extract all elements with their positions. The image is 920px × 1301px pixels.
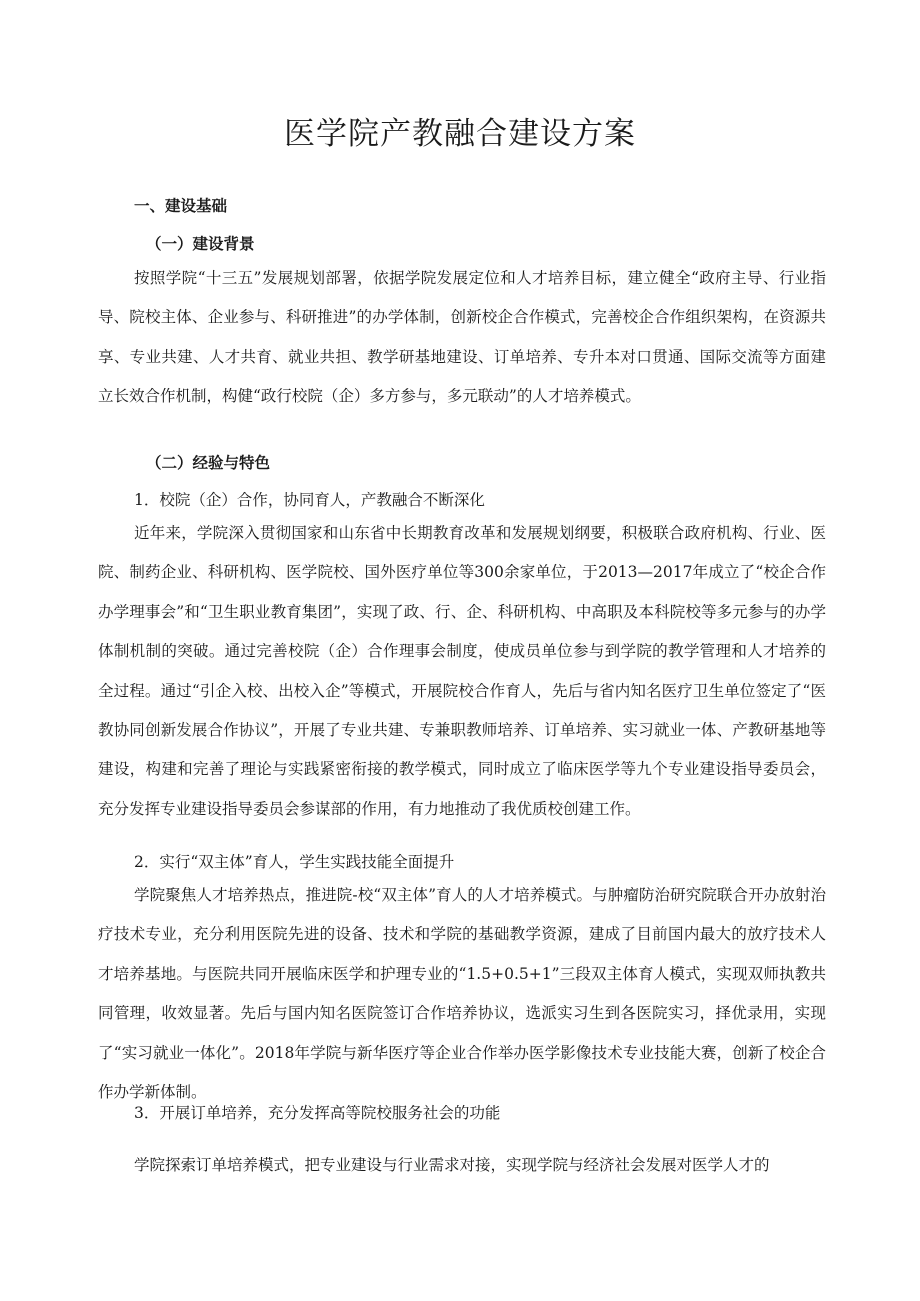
document-title: 医学院产教融合建设方案 <box>284 116 636 152</box>
item-heading-2: 2．实行“双主体”育人，学生实践技能全面提升 <box>134 853 455 871</box>
paragraph-cooperation: 近年来，学院深入贯彻国家和山东省中长期教育改革和发展规划纲要，积极联合政府机构、行业、医院、制药企业、科研机构、医学院校、国外医疗单位等300余家单位，于2013—2017年成立了“校企合作办学理事会”和“卫生职业教育集团”，实现了政、行、企、科研机构、中高职及本科院校等多元参与的办学体制机制的突破。通过完善校院（企）合作理事会制度，使成员单位参与到学院的教学管理和人才培养的全过程。通过“引企入校、出校入企”等模式，开展院校合作育人，先后与省内知名医疗卫生单位签定了“医教协同创新发展合作协议”，开展了专业共建、专兼职教师培养、订单培养、实习就业一体、产教研基地等建设，构建和完善了理论与实践紧密衔接的教学模式，同时成立了临床医学等九个专业建设指导委员会，充分发挥专业建设指导委员会参谋部的作用，有力地推动了我优质校创建工作。 <box>98 524 826 818</box>
subsection-heading-background: （一）建设背景 <box>146 234 255 253</box>
subsection-heading-experience: （二）经验与特色 <box>146 453 271 472</box>
section-heading-1: 一、建设基础 <box>134 196 228 215</box>
paragraph-order-training: 学院探索订单培养模式，把专业建设与行业需求对接，实现学院与经济社会发展对医学人才的 <box>134 1156 770 1174</box>
item-heading-3: 3．开展订单培养，充分发挥高等院校服务社会的功能 <box>134 1104 501 1122</box>
paragraph-background: 按照学院“十三五”发展规划部署，依据学院发展定位和人才培养目标，建立健全“政府主导、行业指导、院校主体、企业参与、科研推进”的办学体制，创新校企合作模式，完善校企合作组织架构，在资源共享、专业共建、人才共育、就业共担、教学研基地建设、订单培养、专升本对口贯通、国际交流等方面建立长效合作机制，构健“政行校院（企）多方参与，多元联动”的人才培养模式。 <box>98 269 826 406</box>
paragraph-dual-subject: 学院聚焦人才培养热点，推进院-校“双主体”育人的人才培养模式。与肿瘤防治研究院联合开办放射治疗技术专业，充分利用医院先进的设备、技术和学院的基础教学资源，建成了目前国内最大的放疗技术人才培养基地。与医院共同开展临床医学和护理专业的“1.5+0.5+1”三段双主体育人模式，实现双师执教共同管理，收效显著。先后与国内知名医院签订合作培养协议，选派实习生到各医院实习，择优录用，实现了“实习就业一体化”。2018年学院与新华医疗等企业合作举办医学影像技术专业技能大赛，创新了校企合作办学新体制。 <box>98 886 826 1102</box>
item-heading-1: 1．校院（企）合作，协同育人，产教融合不断深化 <box>134 491 485 509</box>
